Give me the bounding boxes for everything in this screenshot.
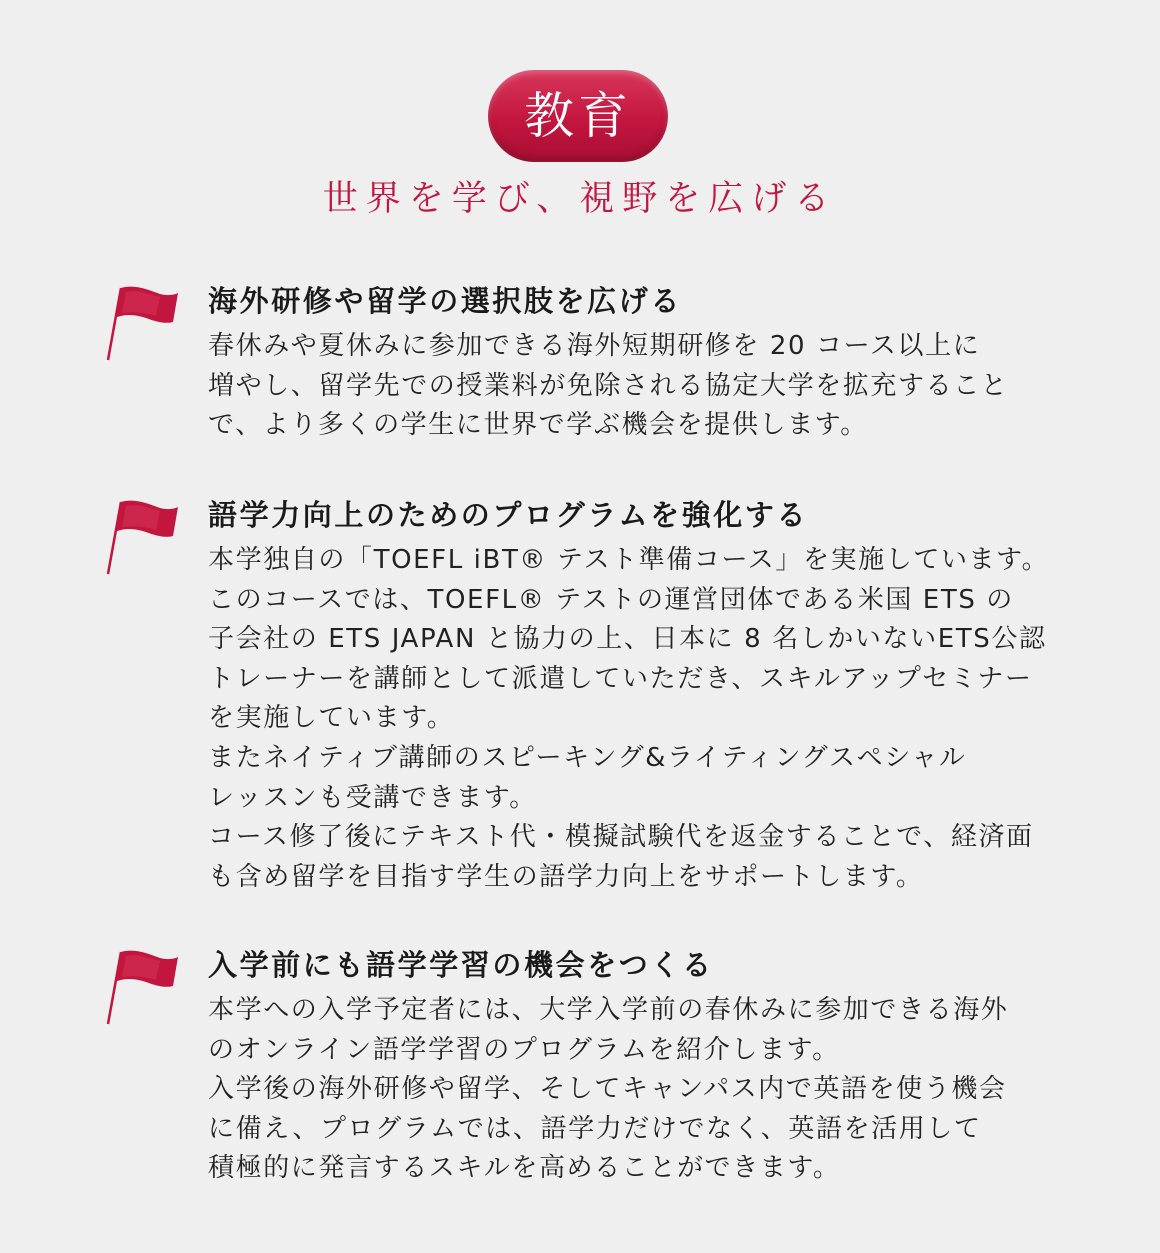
body-line: 本学への入学予定者には、大学入学前の春休みに参加できる海外 (208, 995, 1009, 1025)
body-line: このコースでは、TOEFL® テストの運営団体である米国 ETS の (208, 584, 1014, 615)
section-title: 語学力向上のためのプログラムを強化する (208, 498, 809, 532)
section-title: 入学前にも語学学習の機会をつくる (208, 948, 714, 982)
body-line: 積極的に発言するスキルを高めることができます。 (208, 1153, 841, 1184)
section-title: 海外研修や留学の選択肢を広げる (208, 284, 683, 318)
body-line: 入学後の海外研修や留学、そしてキャンパス内で英語を使う機会 (208, 1074, 1007, 1105)
body-line: で、より多くの学生に世界で学ぶ機会を提供します。 (208, 410, 868, 441)
body-line: 春休みや夏休みに参加できる海外短期研修を 20 コース以上に (208, 331, 981, 361)
body-line: 子会社の ETS JAPAN と協力の上、日本に 8 名しかいないETS公認 (208, 624, 1047, 655)
body-line: またネイティブ講師のスピーキング&ライティングスペシャル (208, 742, 967, 773)
body-line: も含め留学を目指す学生の語学力向上をサポートします。 (208, 861, 924, 892)
category-badge-label: 教育 (524, 87, 632, 145)
section-body (208, 327, 1014, 446)
body-line: レッスンも受講できます。 (208, 782, 537, 813)
body-line: コース修了後にテキスト代・模擬試験代を返金することで、経済面 (208, 822, 1034, 853)
body-line: に備え、プログラムでは、語学力だけでなく、英語を活用して (208, 1113, 982, 1144)
flag-icon (104, 946, 180, 1026)
section-body (208, 991, 1014, 1189)
body-line: トレーナーを講師として派遣していただき、スキルアップセミナー (208, 663, 1033, 694)
page-subtitle: 世界を学び、視野を広げる (322, 179, 838, 219)
flag-icon (104, 496, 180, 576)
body-line: のオンライン語学学習のプログラムを紹介します。 (208, 1034, 840, 1065)
section-body (208, 541, 1050, 897)
body-line: 本学独自の「TOEFL iBT® テスト準備コース」を実施しています。 (208, 545, 1050, 575)
body-line: 増やし、留学先での授業料が免除される協定大学を拡充すること (208, 370, 1009, 401)
body-line: を実施しています。 (208, 703, 455, 734)
flag-icon (104, 282, 180, 362)
category-badge (488, 70, 668, 162)
